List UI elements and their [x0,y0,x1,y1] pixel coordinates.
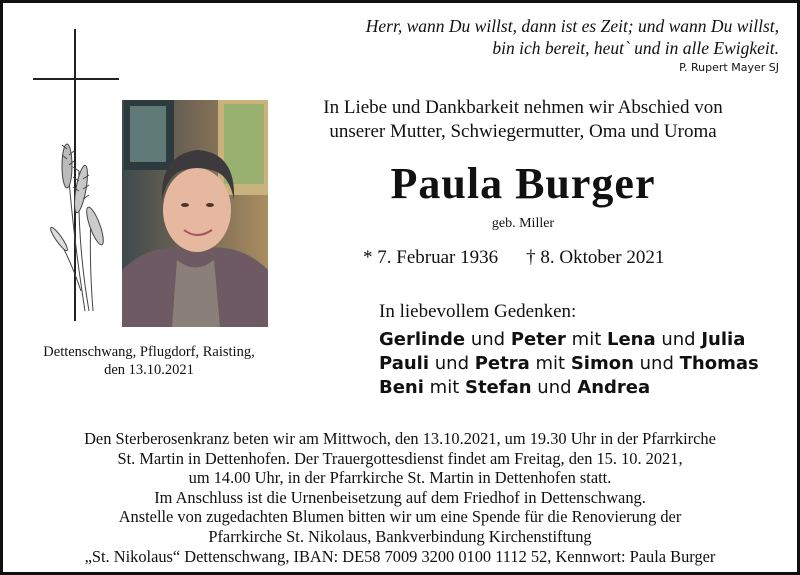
family-list [379,328,759,400]
family-name: Peter [510,329,566,350]
death-date: † 8. Oktober 2021 [526,247,665,268]
cross-and-wheat-illustration [27,21,127,321]
portrait-photo [122,100,268,327]
life-dates [363,245,664,271]
intro-line-1: In Liebe und Dankbarkeit nehmen wir Abschied von [323,97,723,118]
family-name: Beni [379,377,424,398]
family-connector: und [470,329,506,350]
intro-line-2: unserer Mutter, Schwiegermutter, Oma und Uroma [329,121,717,142]
family-connector: und [434,353,469,374]
family-line-2 [379,352,759,376]
service-notice [23,429,777,566]
notice-line: Pfarrkirche St. Nikolaus, Bankverbindung Kirchenstiftung [208,526,592,546]
birth-date: * 7. Februar 1936 [363,247,499,268]
memory-heading: In liebevollem Gedenken: [379,301,577,322]
family-connector: mit [535,353,566,374]
quote [366,15,779,59]
notice-line: „St. Nikolaus“ Dettenschwang, IBAN: DE58 7009 3200 0100 1112 52, Kennwort: Paula Burger [84,546,716,566]
place-line-2: den 13.10.2021 [104,362,194,378]
notice-line: Im Anschluss ist die Urnenbeisetzung auf dem Friedhof in Dettenschwang. [154,487,646,507]
family-line-3 [379,376,759,400]
wheat-icon [49,144,107,311]
notice-line: um 14.00 Uhr, in der Pfarrkirche St. Martin in Dettenhofen statt. [188,468,612,488]
intro-text [273,96,773,144]
family-connector: und [639,353,674,374]
family-connector: mit [571,329,602,350]
family-name: Pauli [379,353,430,374]
notice-line: Anstelle von zugedachten Blumen bitten wir um eine Spende für die Renovierung der [118,507,682,527]
quote-author: P. Rupert Mayer SJ [679,61,779,74]
family-name: Lena [606,329,656,350]
deceased-name: Paula Burger [390,159,656,208]
family-name: Simon [570,353,634,374]
quote-line-1: Herr, wann Du willst, dann ist es Zeit; und wann Du willst, [365,16,779,36]
family-line-1 [379,328,759,352]
notice-line: St. Martin in Dettenhofen. Der Trauergottesdienst findet am Freitag, den 15. 10. 2021, [117,448,683,468]
family-connector: mit [429,377,460,398]
family-name: Petra [474,353,530,374]
family-name: Julia [701,329,746,350]
family-connector: und [537,377,572,398]
family-name: Andrea [577,377,651,398]
place-and-date [31,343,267,379]
notice-line: Den Sterberosenkranz beten wir am Mittwoch, den 13.10.2021, um 19.30 Uhr in der Pfarrkirche [84,429,716,448]
family-name: Stefan [464,377,532,398]
maiden-name: geb. Miller [491,216,555,231]
quote-line-2: bin ich bereit, heut` und in alle Ewigkeit. [492,38,779,58]
place-line-1: Dettenschwang, Pflugdorf, Raisting, [43,344,255,360]
family-name: Gerlinde [379,329,466,350]
family-connector: und [661,329,696,350]
family-name: Thomas [679,353,759,374]
